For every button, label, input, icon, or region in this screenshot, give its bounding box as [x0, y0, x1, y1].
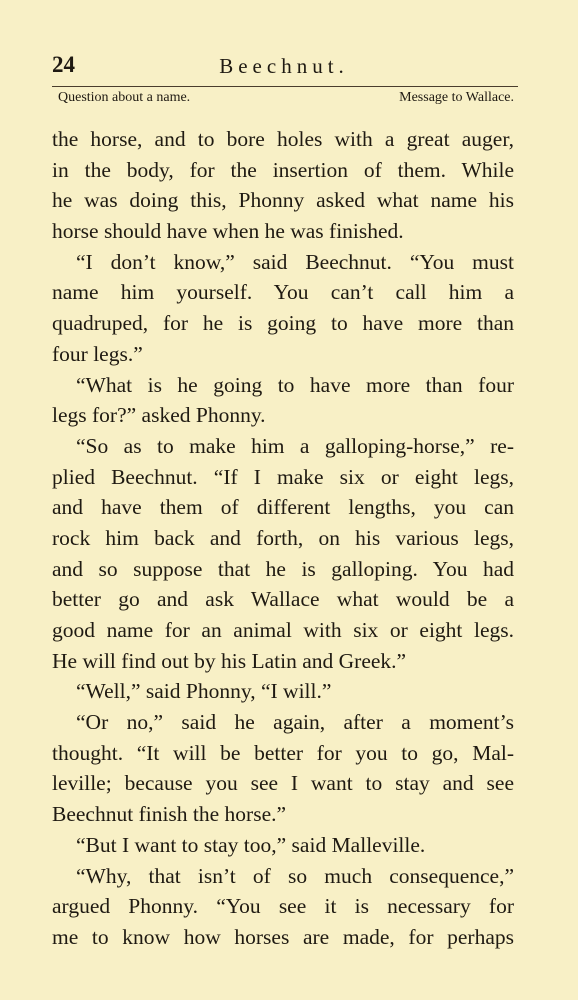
- text-line: quadruped, for he is going to have more than: [52, 311, 514, 336]
- left-subhead: Question about a name.: [58, 90, 191, 105]
- text-line: He will find out by his Latin and Greek.”: [52, 648, 407, 673]
- text-line: good name for an animal with six or eight legs.: [52, 618, 514, 642]
- text-line: argued Phonny. “You see it is necessary for: [52, 894, 514, 919]
- text-line: me to know how horses are made, for perhaps: [52, 924, 514, 949]
- text-line: better go and ask Wallace what would be a: [52, 587, 514, 612]
- text-line: horse should have when he was finished.: [52, 219, 404, 244]
- text-line: “Or no,” said he again, after a moment’s: [76, 710, 514, 735]
- text-line: plied Beechnut. “If I make six or eight legs,: [52, 464, 514, 489]
- text-line: “So as to make him a galloping-horse,” re-: [76, 433, 514, 458]
- book-title: Beechnut.: [219, 54, 349, 78]
- text-line: and have them of different lengths, you can: [52, 495, 514, 520]
- text-line: in the body, for the insertion of them. While: [52, 157, 514, 182]
- text-line: “I don’t know,” said Beechnut. “You must: [76, 249, 514, 274]
- right-subhead: Message to Wallace.: [399, 90, 514, 105]
- text-line: thought. “It will be better for you to go, Mal-: [52, 740, 514, 765]
- running-head: [52, 52, 516, 86]
- text-line: “What is he going to have more than four: [76, 372, 514, 397]
- text-line: “Why, that isn’t of so much consequence,”: [76, 863, 514, 888]
- body-text: [52, 124, 514, 953]
- text-line: “Well,” said Phonny, “I will.”: [76, 679, 332, 704]
- text-line: the horse, and to bore holes with a great auger,: [52, 127, 514, 151]
- text-line: leville; because you see I want to stay and see: [52, 771, 514, 796]
- text-line: rock him back and forth, on his various legs,: [52, 525, 514, 550]
- text-line: “But I want to stay too,” said Malleville.: [76, 832, 426, 857]
- text-line: name him yourself. You can’t call him a: [52, 280, 514, 305]
- page-number: 24: [52, 52, 75, 77]
- text-line: four legs.”: [52, 341, 143, 366]
- text-line: he was doing this, Phonny asked what name his: [52, 188, 514, 213]
- section-subhead: [58, 90, 514, 112]
- header-rule: [52, 86, 518, 87]
- text-line: legs for?” asked Phonny.: [52, 403, 266, 428]
- text-line: and so suppose that he is galloping. You had: [52, 556, 514, 581]
- text-line: Beechnut finish the horse.”: [52, 802, 287, 827]
